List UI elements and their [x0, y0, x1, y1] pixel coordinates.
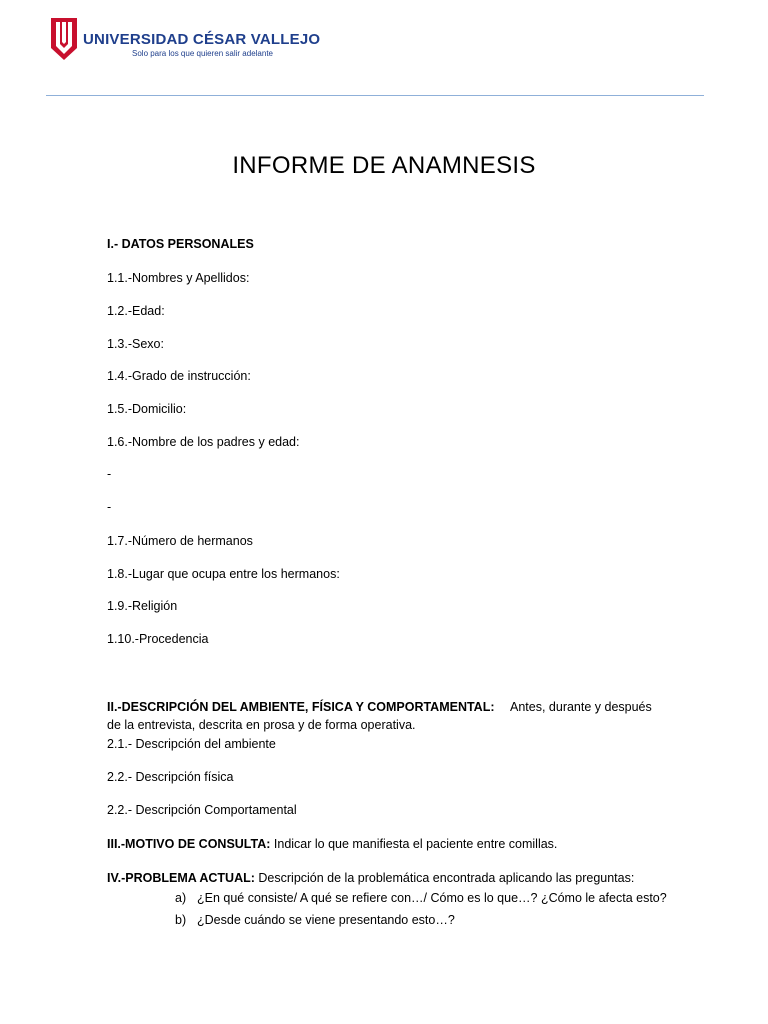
field-religion: 1.9.-Religión	[107, 599, 178, 613]
field-numero-hermanos: 1.7.-Número de hermanos	[107, 534, 253, 548]
field-domicilio: 1.5.-Domicilio:	[107, 402, 187, 416]
header-divider	[46, 95, 704, 96]
question-text: ¿En qué consiste/ A qué se refiere con…/ Cómo es lo que…? ¿Cómo le afecta esto?	[197, 891, 667, 905]
list-dash: -	[107, 467, 112, 481]
institution-tagline: Solo para los que quieren salir adelante	[132, 49, 273, 58]
field-descripcion-ambiente: 2.1.- Descripción del ambiente	[107, 737, 276, 751]
question-marker: b)	[175, 913, 187, 927]
section2-heading: II.-DESCRIPCIÓN DEL AMBIENTE, FÍSICA Y COMPORTAMENTAL:	[107, 700, 495, 714]
page-header	[46, 10, 706, 96]
university-emblem-icon	[51, 18, 77, 60]
document-title: INFORME DE ANAMNESIS	[232, 152, 536, 179]
field-procedencia: 1.10.-Procedencia	[107, 632, 209, 646]
question-marker: a)	[175, 891, 187, 905]
section3-heading: III.-MOTIVO DE CONSULTA:	[107, 837, 271, 851]
field-sexo: 1.3.-Sexo:	[107, 337, 164, 351]
section3-row	[107, 837, 557, 851]
field-descripcion-fisica: 2.2.- Descripción física	[107, 770, 234, 784]
institution-name: UNIVERSIDAD CÉSAR VALLEJO	[83, 31, 321, 48]
section4-heading: IV.-PROBLEMA ACTUAL:	[107, 871, 255, 885]
section2-intro-continued: de la entrevista, descrita en prosa y de forma operativa.	[107, 718, 416, 732]
field-edad: 1.2.-Edad:	[107, 304, 165, 318]
field-lugar-hermanos: 1.8.-Lugar que ocupa entre los hermanos:	[107, 567, 340, 581]
question-text: ¿Desde cuándo se viene presentando esto…?	[197, 913, 455, 927]
section4-text: Descripción de la problemática encontrada aplicando las preguntas:	[258, 871, 635, 885]
section2-heading-row	[107, 700, 652, 714]
field-descripcion-comportamental: 2.2.- Descripción Comportamental	[107, 803, 297, 817]
field-padres: 1.6.-Nombre de los padres y edad:	[107, 435, 300, 449]
list-dash: -	[107, 500, 112, 514]
section3-text: Indicar lo que manifiesta el paciente entre comillas.	[273, 837, 558, 851]
section2-intro: Antes, durante y después	[510, 700, 652, 714]
field-nombres: 1.1.-Nombres y Apellidos:	[107, 271, 250, 285]
section4-row	[107, 871, 634, 885]
field-grado-instruccion: 1.4.-Grado de instrucción:	[107, 369, 251, 383]
section1-heading: I.- DATOS PERSONALES	[107, 237, 254, 251]
